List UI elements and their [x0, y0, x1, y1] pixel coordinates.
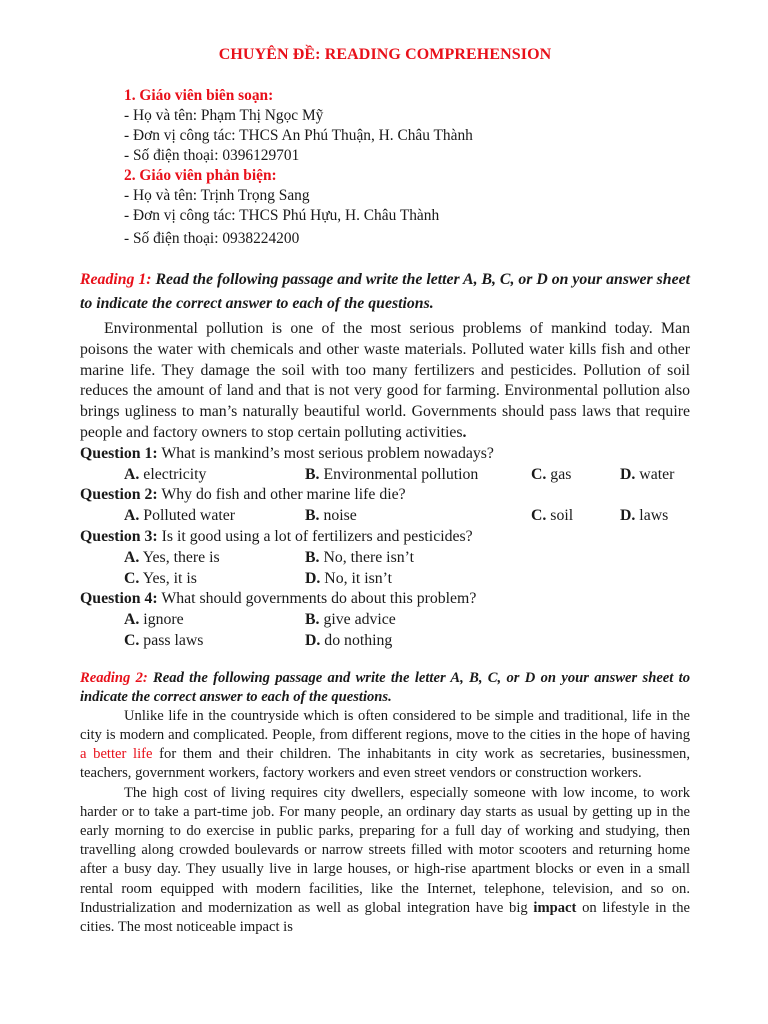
reading-1-label: Reading 1: [80, 271, 152, 288]
question-label: Question 3: [80, 527, 158, 545]
compiler-name: - Họ và tên: Phạm Thị Ngọc Mỹ [124, 107, 324, 124]
question-text: What is mankind’s most serious problem nowadays? [157, 444, 494, 462]
question-label: Question 2: [80, 486, 158, 504]
option-c[interactable]: C. Yes, it is [124, 569, 197, 587]
option-a[interactable]: A. electricity [124, 465, 207, 483]
option-b[interactable]: B. No, there isn’t [305, 548, 414, 566]
option-b[interactable]: B. Environmental pollution [305, 465, 479, 483]
document-title: CHUYÊN ĐỀ: READING COMPREHENSION [218, 46, 552, 63]
question-4-options-ab [80, 610, 690, 631]
reading-1-passage-text: Environmental pollution is one of the most serious problems of mankind today. Man poisons the water with chemicals and other waste materials. Polluted water kills fish and other marine life. They damage the soil with too many fertilizers and pesticides. Pollution of soil reduces the amount of land and that is not very good for farming. Environmental pollution also brings ugliness to man’s naturally beautiful world. Governments should pass laws that require people and factory owners to stop certain polluting activities [80, 320, 690, 441]
question-3-options-ab [80, 548, 690, 569]
option-d[interactable]: D. water [620, 465, 675, 483]
question-4 [80, 589, 690, 610]
question-3-options-cd [80, 569, 690, 590]
question-1-options [80, 465, 690, 486]
reading-2-label: Reading 2: [80, 669, 148, 686]
highlighted-phrase: a better life [80, 746, 153, 763]
option-a[interactable]: A. Yes, there is [124, 548, 220, 566]
reading-1-passage [80, 319, 690, 444]
question-text: Is it good using a lot of fertilizers and pesticides? [157, 527, 473, 545]
reviewer-unit: - Đơn vị công tác: THCS Phú Hựu, H. Châu Thành [124, 207, 440, 224]
reading-2-section [80, 669, 690, 937]
question-2 [80, 485, 690, 506]
reading-2-paragraph-2: The high cost of living requires city dwellers, especially someone with low income, to work harder or to take a part-time job. For many people, an ordinary day starts as usual by getting up in the early morning to do exercise in public parks, preparing for a full day of working and studying, then travelling along crowded boulevards or narrow streets filled with motor scooters and returning home after a busy day. They usually live in large houses, or high-rise apartment blocks or even in a small rental room equipped with modern facilities, like the Internet, telephone, television, and so on. Industrialization and modernization as well as global integration have big impact on lifestyle in the cities. The most noticeable impact is [80, 784, 690, 935]
option-a[interactable]: A. ignore [124, 611, 184, 629]
bold-word-impact: impact [533, 899, 577, 916]
compiler-phone: - Số điện thoại: 0396129701 [124, 147, 300, 164]
option-b[interactable]: B. noise [305, 507, 357, 525]
question-2-options [80, 506, 690, 527]
teacher-info [80, 86, 690, 249]
reading-2-instruction-text: Read the following passage and write the letter A, B, C, or D on your answer sheet to indicate the correct answer to each of the questions. [80, 669, 690, 705]
reviewer-heading: 2. Giáo viên phản biện: [124, 167, 277, 184]
question-1 [80, 444, 690, 465]
question-text: What should governments do about this problem? [157, 590, 477, 608]
reading-1-instruction [80, 268, 690, 316]
compiler-heading: 1. Giáo viên biên soạn: [124, 87, 274, 104]
option-a[interactable]: A. Polluted water [124, 507, 235, 525]
option-d[interactable]: D. No, it isn’t [305, 569, 393, 587]
reading-1-passage-end: . [462, 423, 467, 441]
reading-2-instruction [80, 669, 690, 707]
question-label: Question 1: [80, 444, 158, 462]
reviewer-phone: - Số điện thoại: 0938224200 [124, 230, 300, 247]
compiler-unit: - Đơn vị công tác: THCS An Phú Thuận, H. Châu Thành [124, 127, 473, 144]
option-b[interactable]: B. give advice [305, 611, 396, 629]
option-c[interactable]: C. soil [531, 507, 574, 525]
reviewer-name: - Họ và tên: Trịnh Trọng Sang [124, 187, 310, 204]
option-c[interactable]: C. gas [531, 465, 572, 483]
option-d[interactable]: D. do nothing [305, 631, 393, 649]
option-c[interactable]: C. pass laws [124, 631, 204, 649]
reading-1-instruction-text: Read the following passage and write the letter A, B, C, or D on your answer sheet to indicate the correct answer to each of the questions. [80, 271, 690, 312]
question-text: Why do fish and other marine life die? [157, 486, 406, 504]
question-label: Question 4: [80, 590, 158, 608]
question-4-options-cd [80, 631, 690, 652]
option-d[interactable]: D. laws [620, 507, 669, 525]
reading-1-section [80, 268, 690, 652]
reading-2-paragraph-1: Unlike life in the countryside which is often considered to be simple and traditional, life in the city is modern and complicated. People, from different regions, move to the cities in the hope of having a better life for them and their children. The inhabitants in city work as secretaries, businessmen, teachers, government workers, factory workers and even street vendors or construction workers. [80, 707, 690, 782]
question-3 [80, 527, 690, 548]
